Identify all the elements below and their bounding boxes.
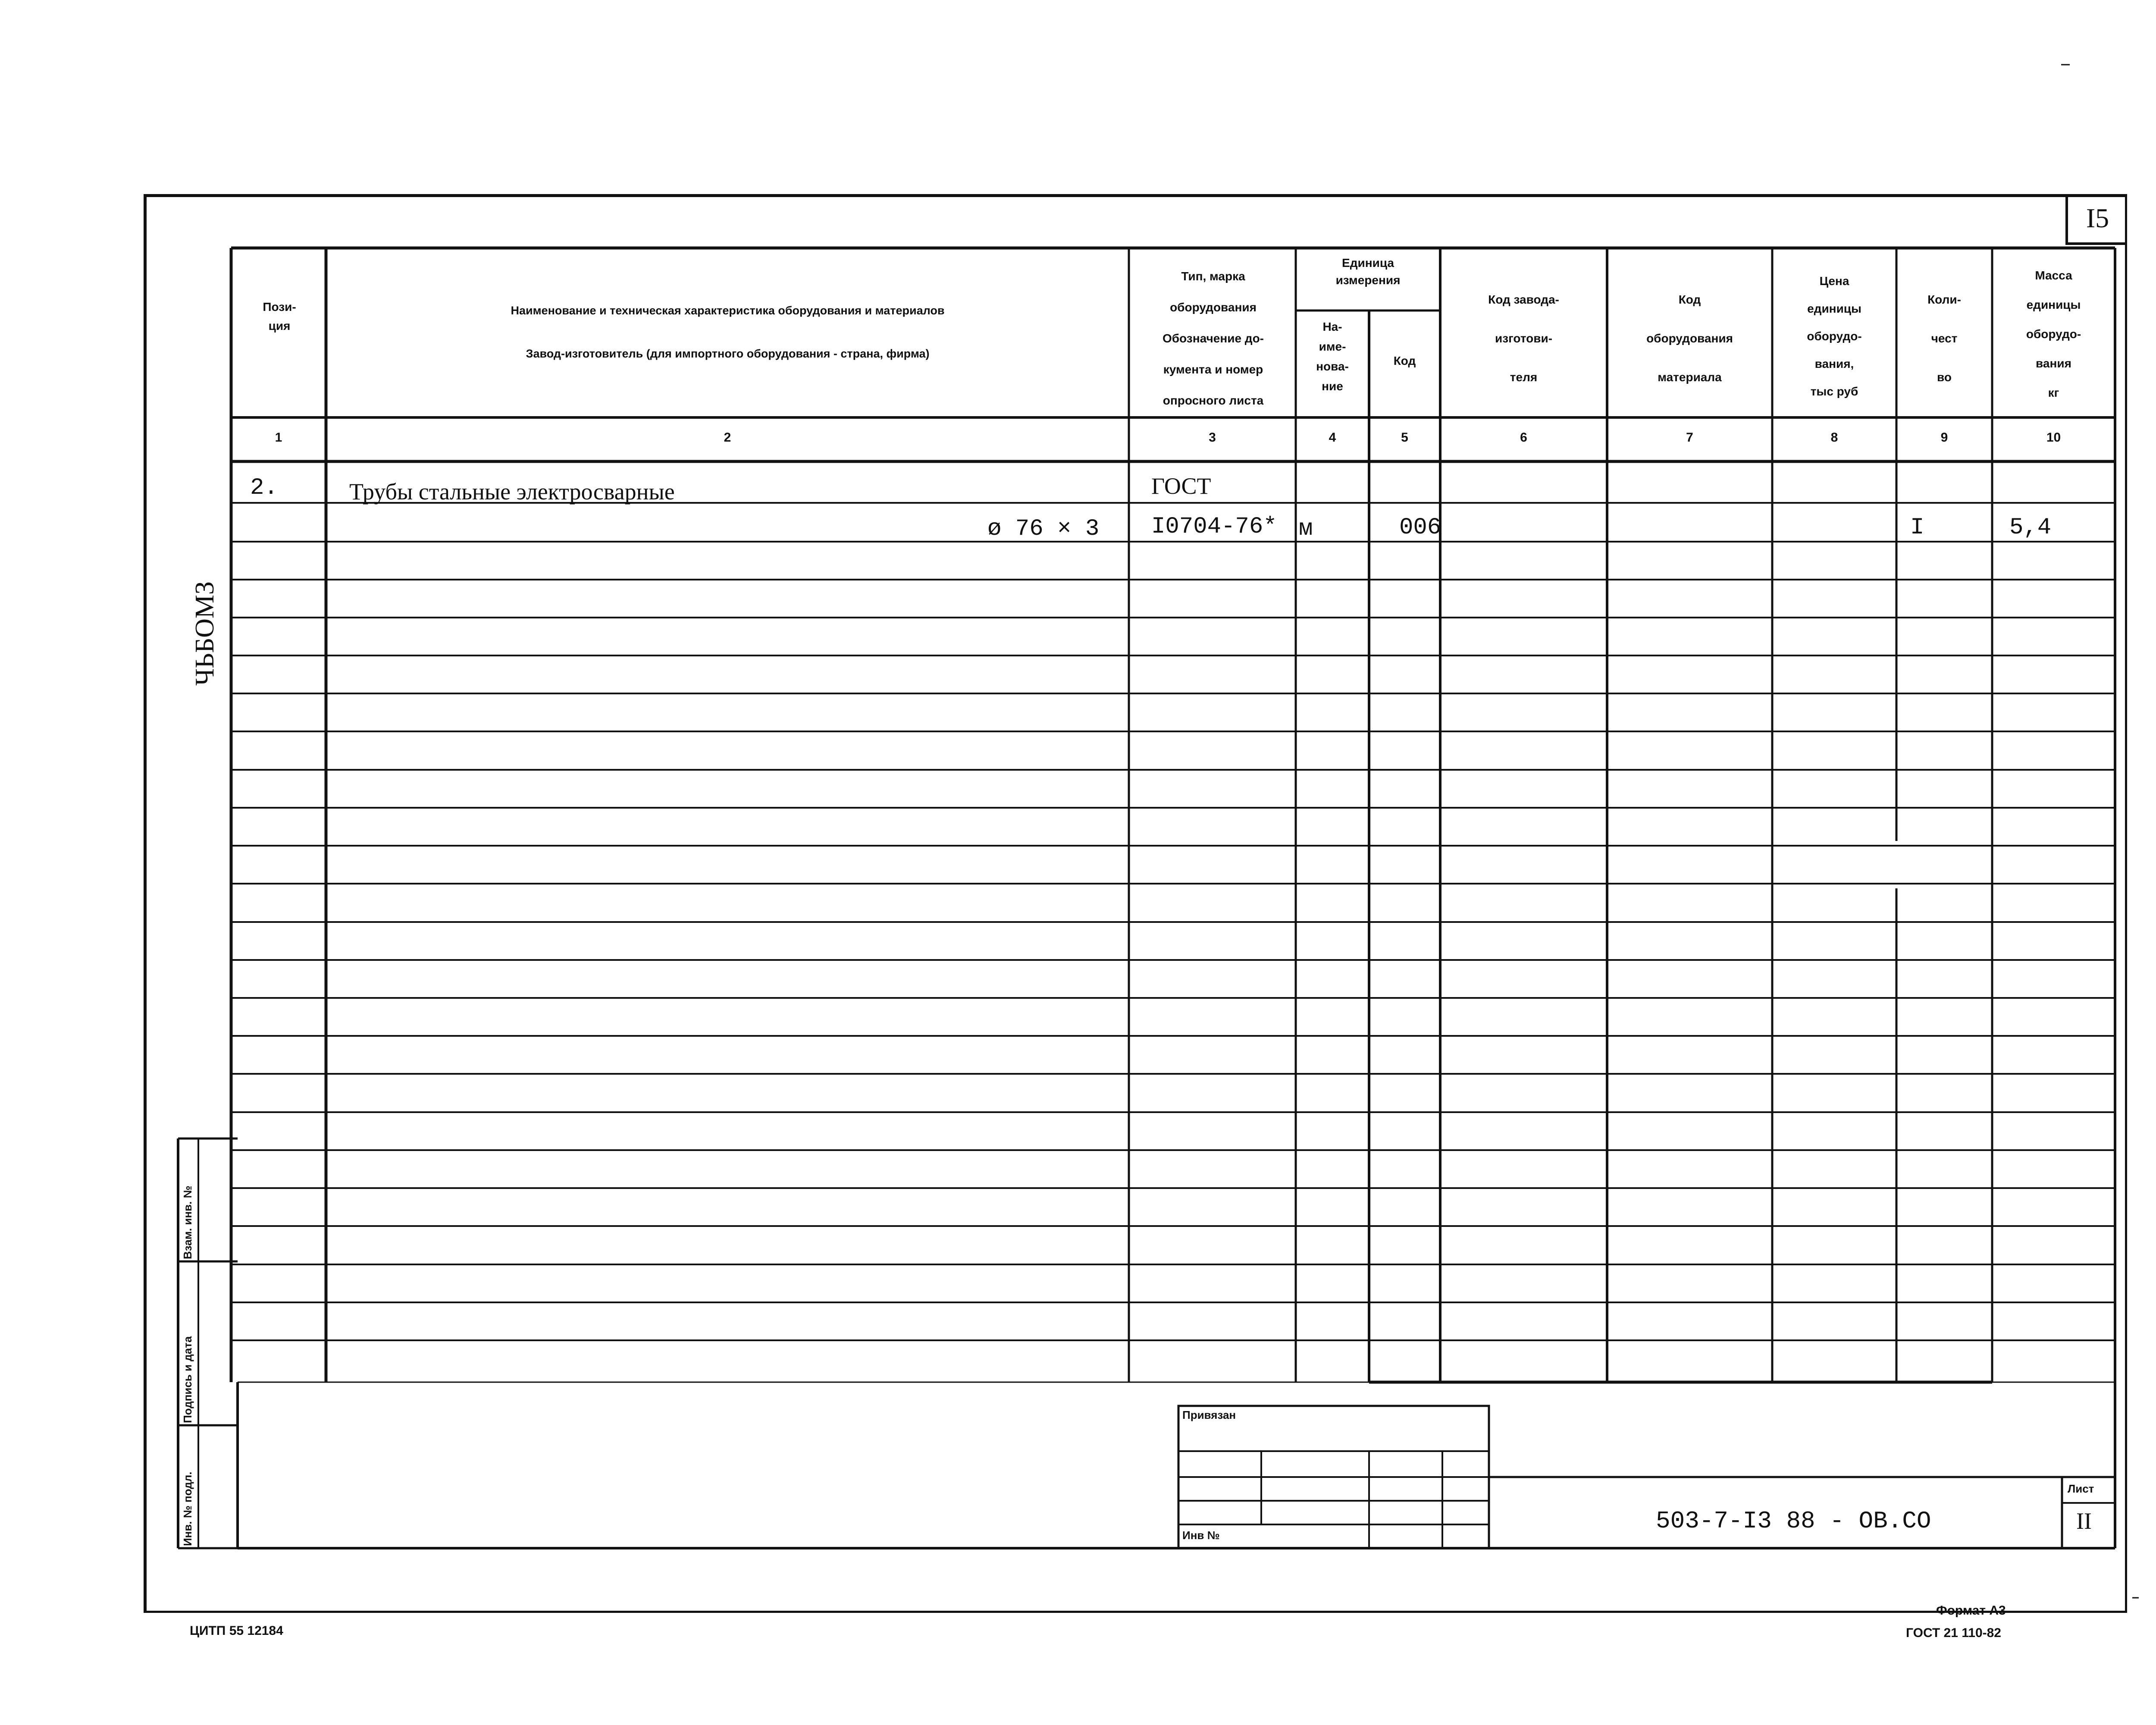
row2-doc: I0704-76* bbox=[1151, 514, 1277, 540]
row1-position: 2. bbox=[250, 475, 278, 501]
label-replace-inv: Взам. инв. № bbox=[181, 1186, 194, 1259]
row2-unit: м bbox=[1299, 516, 1313, 542]
column-number: 10 bbox=[2046, 430, 2061, 445]
side-stamp: ЧЬБОМЗ bbox=[190, 581, 219, 686]
row2-qty: I bbox=[1910, 514, 1924, 541]
column-number: 2 bbox=[724, 430, 731, 445]
column-number: 6 bbox=[1520, 430, 1527, 445]
document-designation: 503-7-I3 88 - ОВ.СО bbox=[1656, 1507, 1931, 1535]
column-number: 3 bbox=[1209, 430, 1216, 445]
label-inv-original: Инв. № подл. bbox=[181, 1471, 194, 1546]
header-unit-group: Единица измерения bbox=[1335, 256, 1401, 287]
row1-name: Трубы стальные электросварные bbox=[349, 479, 675, 505]
footer-format: Формат А3 bbox=[1936, 1603, 2006, 1618]
row2-size: ø 76 × 3 bbox=[987, 516, 1100, 542]
header-unit-name: На- име- нова- ние bbox=[1316, 320, 1349, 393]
header-factory-code: Код завода- изготови- теля bbox=[1488, 293, 1559, 384]
header-quantity: Коли- чест во bbox=[1927, 293, 1961, 384]
label-signature-date: Подпись и дата bbox=[181, 1336, 194, 1423]
header-mass: Масса единицы оборудо- вания кг bbox=[2026, 269, 2081, 399]
header-type: Тип, марка оборудования Обозначение до- кумента и номер опросного листа bbox=[1162, 270, 1264, 407]
row1-doc: ГОСТ bbox=[1151, 473, 1211, 499]
footer-gost: ГОСТ 21 110-82 bbox=[1906, 1626, 2001, 1640]
stamp-sheet-value: II bbox=[2076, 1508, 2092, 1534]
stamp-bound-label: Привязан bbox=[1182, 1408, 1236, 1421]
header-name: Наименование и техническая характеристика оборудования и материалов Завод-изготовитель (для импортного оборудования - страна, фирма) bbox=[511, 304, 945, 360]
column-number: 1 bbox=[275, 430, 282, 445]
header-equipment-code: Код оборудования материала bbox=[1646, 293, 1733, 384]
stamp-sheet-label: Лист bbox=[2068, 1482, 2094, 1495]
column-number: 8 bbox=[1830, 430, 1838, 445]
column-number: 9 bbox=[1940, 430, 1948, 445]
header-position: Пози- ция bbox=[263, 300, 296, 332]
header-unit-code: Код bbox=[1393, 354, 1416, 367]
row2-mass: 5,4 bbox=[2009, 514, 2052, 541]
row2-code: 006 bbox=[1399, 514, 1442, 541]
header-price: Цена единицы оборудо- вания, тыс руб bbox=[1807, 274, 1862, 398]
column-number: 7 bbox=[1686, 430, 1693, 445]
stamp-inv-label: Инв № bbox=[1182, 1529, 1220, 1542]
sheet-number: I5 bbox=[2086, 203, 2109, 233]
column-number: 5 bbox=[1401, 430, 1408, 445]
column-number: 4 bbox=[1329, 430, 1336, 445]
footer-left-code: ЦИТП 55 12184 bbox=[190, 1624, 283, 1638]
